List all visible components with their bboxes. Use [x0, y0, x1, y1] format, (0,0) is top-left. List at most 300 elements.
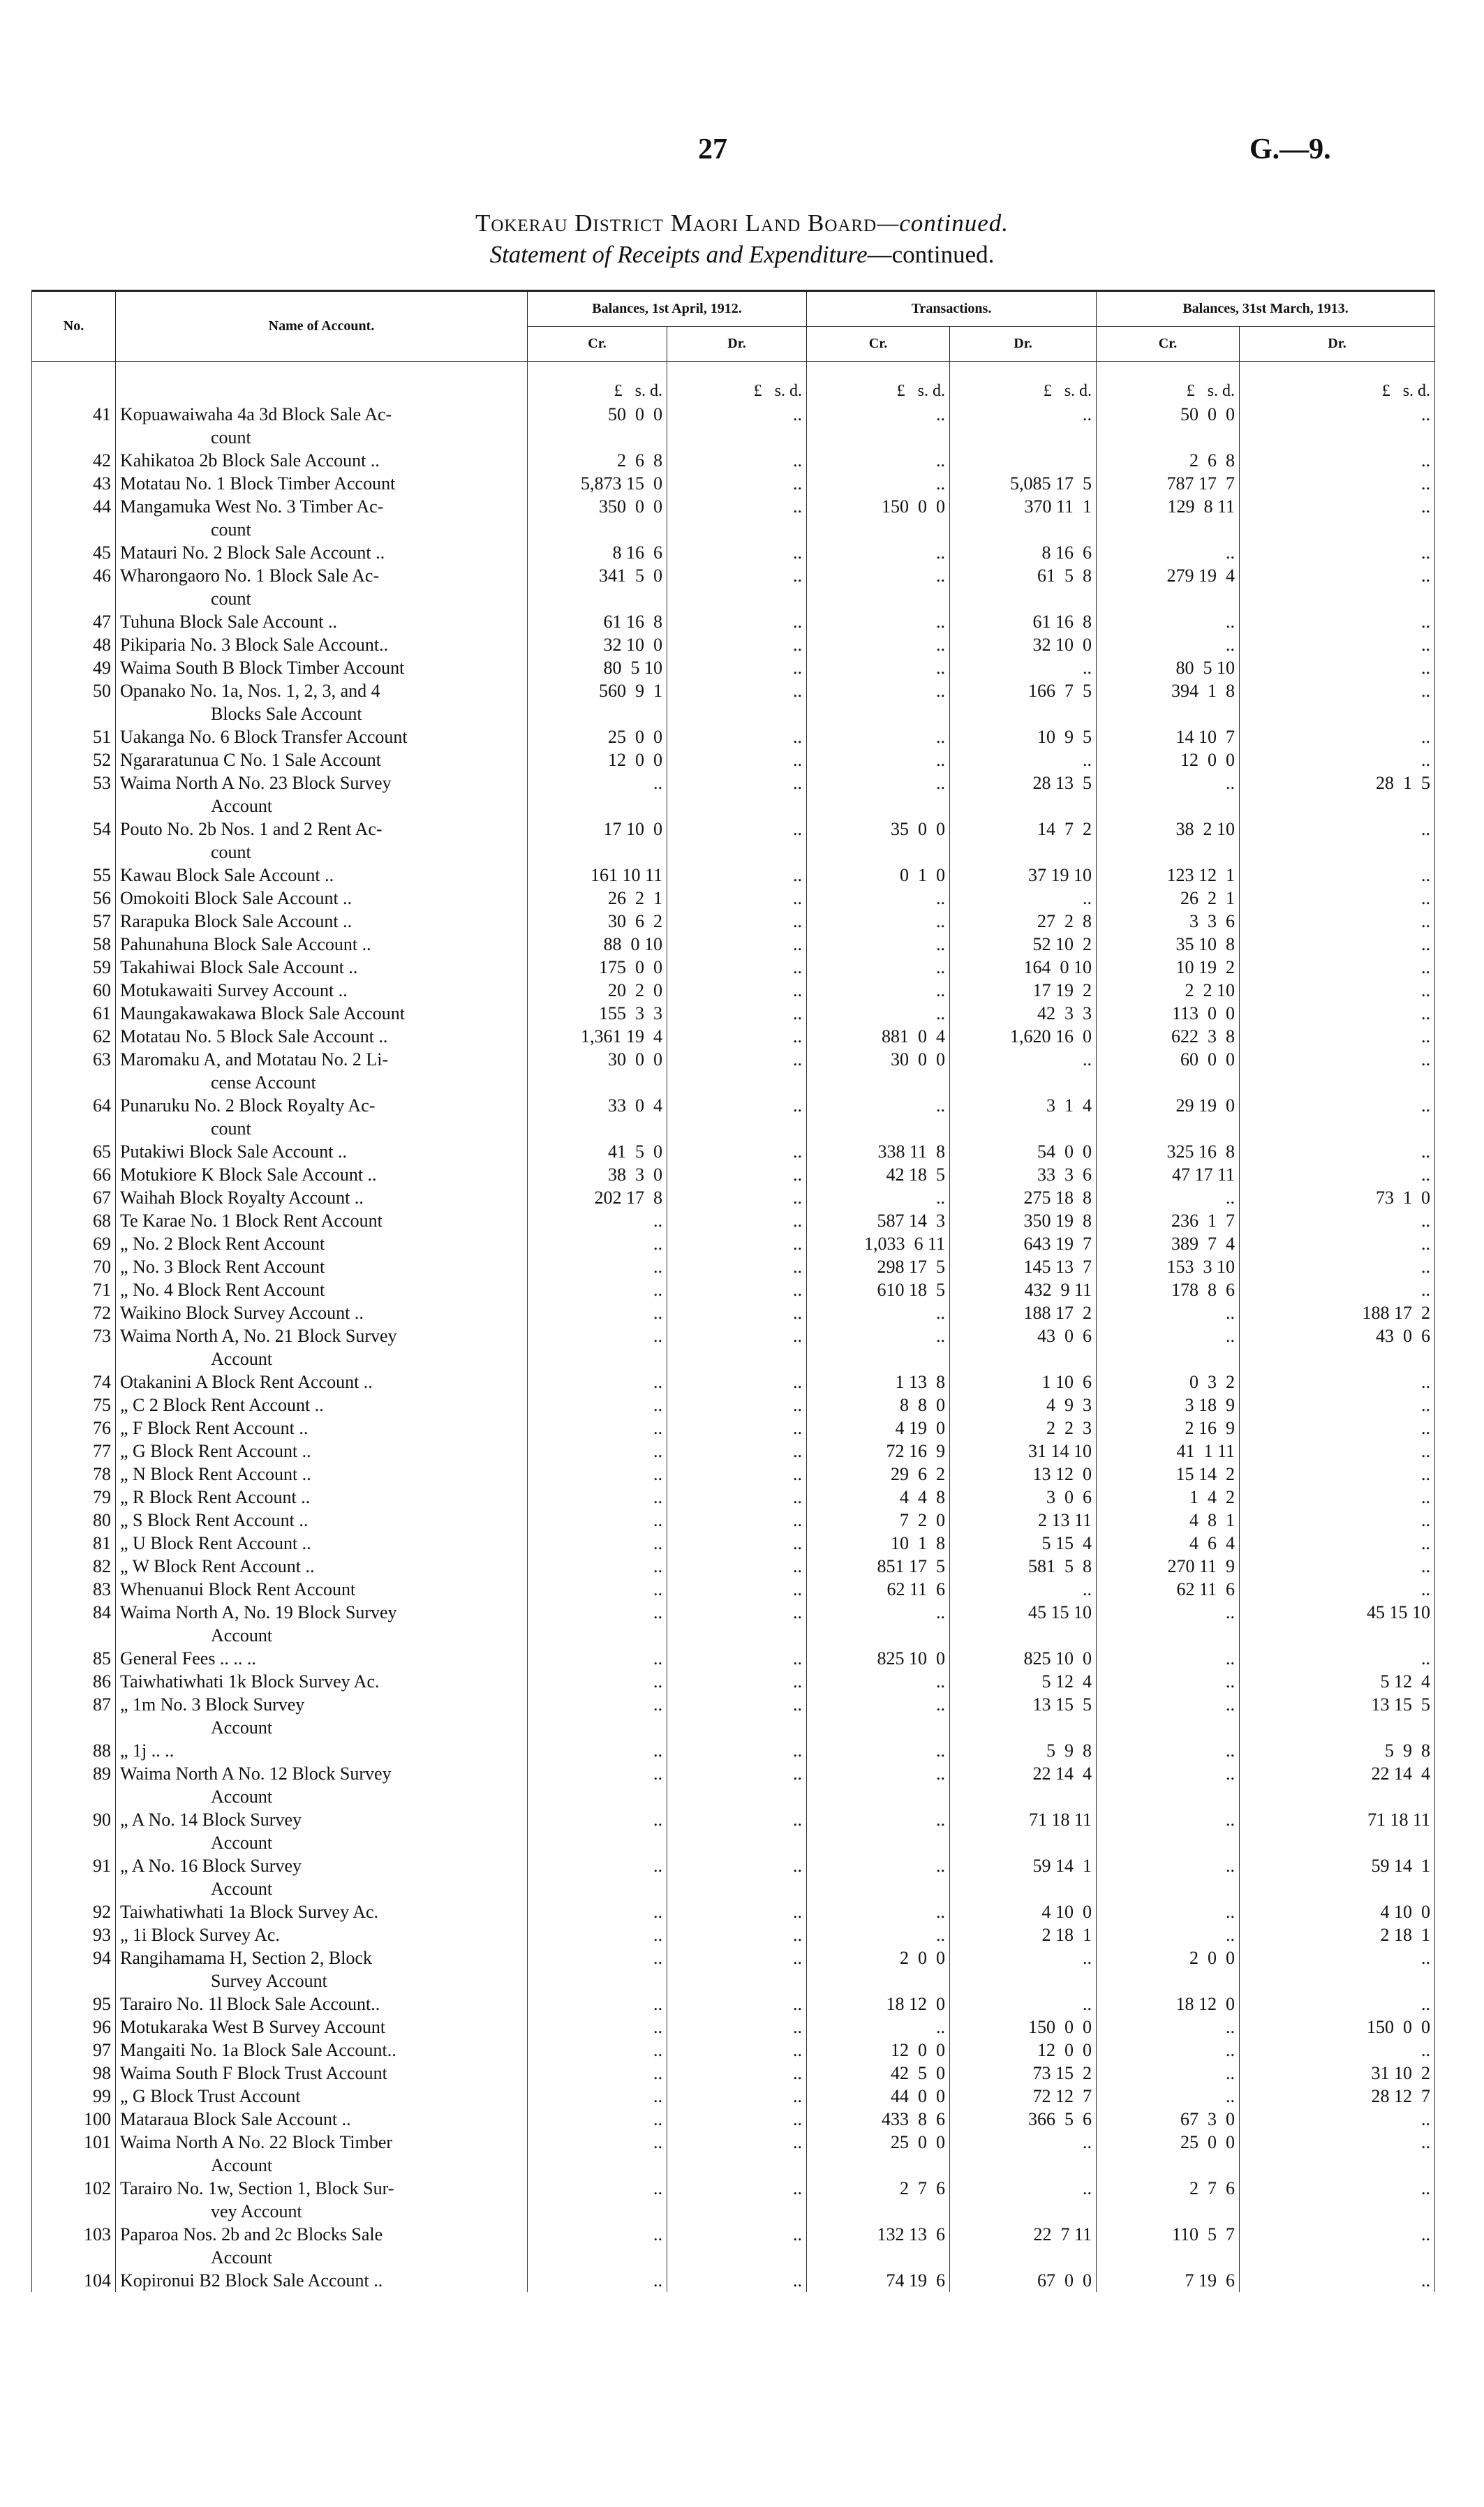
statement-table	[31, 290, 1435, 2292]
statement-body	[32, 362, 1435, 2293]
amount-cr-1: 1,361 19 4	[528, 1025, 667, 1048]
table-row	[32, 1370, 1435, 1393]
account-name	[116, 2177, 528, 2223]
amount-dr-2: 5,085 17 5	[950, 472, 1097, 495]
account-name	[116, 2223, 528, 2269]
amount-dr-1: ..	[667, 979, 807, 1002]
amount-dr-3: ..	[1240, 2269, 1435, 2292]
amount-cr-2: 74 19 6	[807, 2269, 950, 2292]
account-name-line: Waima South B Block Timber Account	[120, 658, 405, 678]
amount-cr-2: ..	[807, 1762, 950, 1808]
account-name	[116, 1509, 528, 1532]
amount-cr-2: 2 0 0	[807, 1946, 950, 1992]
amount-dr-2: 12 0 0	[950, 2039, 1097, 2062]
table-row	[32, 1440, 1435, 1463]
amount-dr-2: 17 19 2	[950, 979, 1097, 1002]
amount-dr-1: ..	[667, 1670, 807, 1693]
amount-cr-1: 161 10 11	[528, 864, 667, 887]
amount-dr-1: ..	[667, 1417, 807, 1440]
amount-dr-2: 33 3 6	[950, 1163, 1097, 1186]
account-number: 62	[32, 1025, 116, 1048]
amount-cr-1: 350 0 0	[528, 495, 667, 541]
amount-dr-3: ..	[1240, 864, 1435, 887]
table-row	[32, 1739, 1435, 1762]
account-name	[116, 1417, 528, 1440]
amount-dr-1: ..	[667, 1324, 807, 1370]
account-name	[116, 864, 528, 887]
amount-cr-1: ..	[528, 2016, 667, 2039]
amount-dr-1: ..	[667, 1025, 807, 1048]
units-blank	[116, 362, 528, 404]
amount-dr-1: ..	[667, 1002, 807, 1025]
account-name-line: Waihah Block Royalty Account ..	[120, 1188, 364, 1208]
amount-dr-3: 45 15 10	[1240, 1601, 1435, 1647]
account-number: 84	[32, 1601, 116, 1647]
amount-dr-2: ..	[950, 2177, 1097, 2223]
amount-dr-1: ..	[667, 2062, 807, 2085]
account-name-line: Omokoiti Block Sale Account ..	[120, 888, 353, 908]
amount-dr-1: ..	[667, 656, 807, 679]
amount-dr-3: ..	[1240, 1463, 1435, 1486]
table-row	[32, 818, 1435, 864]
amount-cr-1: ..	[528, 1854, 667, 1900]
statement-suffix: —continued.	[867, 241, 995, 268]
amount-cr-2: 42 5 0	[807, 2062, 950, 2085]
amount-cr-1: 175 0 0	[528, 956, 667, 979]
amount-dr-2: 43 0 6	[950, 1324, 1097, 1370]
account-name-continuation: Account	[211, 1833, 273, 1853]
amount-dr-1: ..	[667, 1393, 807, 1417]
account-number: 70	[32, 1255, 116, 1278]
amount-dr-2: 22 14 4	[950, 1762, 1097, 1808]
amount-dr-2: 432 9 11	[950, 1278, 1097, 1301]
amount-dr-3: 59 14 1	[1240, 1854, 1435, 1900]
amount-dr-1: ..	[667, 1509, 807, 1532]
account-name-line: „ A No. 14 Block Survey	[120, 1810, 302, 1830]
amount-cr-2: 8 8 0	[807, 1393, 950, 1417]
table-row	[32, 656, 1435, 679]
col-cr-1: Cr.	[528, 327, 667, 362]
amount-dr-3: 5 12 4	[1240, 1670, 1435, 1693]
col-dr-2: Dr.	[950, 327, 1097, 362]
account-name-line: „ C 2 Block Rent Account ..	[120, 1395, 324, 1415]
account-name-line: Opanako No. 1a, Nos. 1, 2, 3, and 4	[120, 681, 380, 701]
amount-dr-3: ..	[1240, 1025, 1435, 1048]
account-name-continuation: count	[211, 519, 251, 540]
account-name	[116, 748, 528, 771]
amount-dr-3: ..	[1240, 1440, 1435, 1463]
amount-cr-1: ..	[528, 2108, 667, 2131]
table-row	[32, 2062, 1435, 2085]
amount-dr-2: ..	[950, 1578, 1097, 1601]
account-name	[116, 1232, 528, 1255]
account-name	[116, 2085, 528, 2108]
account-name	[116, 1209, 528, 1232]
amount-cr-1: 560 9 1	[528, 679, 667, 725]
table-row	[32, 1417, 1435, 1440]
amount-cr-2: ..	[807, 472, 950, 495]
amount-cr-2: 4 19 0	[807, 1417, 950, 1440]
amount-cr-3: ..	[1097, 2016, 1240, 2039]
account-name-line: „ 1i Block Survey Ac.	[120, 1925, 280, 1945]
amount-dr-3: ..	[1240, 910, 1435, 933]
account-name	[116, 910, 528, 933]
amount-cr-1: ..	[528, 1601, 667, 1647]
table-row	[32, 495, 1435, 541]
amount-cr-1: ..	[528, 1324, 667, 1370]
account-number: 63	[32, 1048, 116, 1094]
amount-dr-1: ..	[667, 771, 807, 818]
account-name-line: Kopironui B2 Block Sale Account ..	[120, 2270, 383, 2291]
amount-cr-1: ..	[528, 2039, 667, 2062]
account-name	[116, 956, 528, 979]
amount-dr-3: ..	[1240, 1417, 1435, 1440]
amount-dr-3: ..	[1240, 2039, 1435, 2062]
account-name-line: Whenuanui Block Rent Account	[120, 1579, 356, 1599]
amount-cr-2: 0 1 0	[807, 864, 950, 887]
account-name-line: „ 1j .. ..	[120, 1740, 175, 1761]
account-number: 41	[32, 403, 116, 449]
amount-dr-2: 52 10 2	[950, 933, 1097, 956]
amount-dr-1: ..	[667, 2131, 807, 2177]
amount-cr-2: ..	[807, 679, 950, 725]
amount-cr-2: ..	[807, 1900, 950, 1923]
amount-dr-1: ..	[667, 495, 807, 541]
amount-dr-1: ..	[667, 1555, 807, 1578]
table-row	[32, 403, 1435, 449]
account-name-line: Waima North A No. 12 Block Survey	[120, 1763, 392, 1784]
amount-dr-2: 61 5 8	[950, 564, 1097, 610]
amount-dr-2: 2 13 11	[950, 1509, 1097, 1532]
amount-dr-1: ..	[667, 1209, 807, 1232]
col-group-balances-1913: Balances, 31st March, 1913.	[1097, 291, 1435, 327]
col-name-header: Name of Account.	[116, 291, 528, 362]
table-row	[32, 1854, 1435, 1900]
amount-dr-3: ..	[1240, 2223, 1435, 2269]
amount-cr-3: 279 19 4	[1097, 564, 1240, 610]
amount-cr-2: 7 2 0	[807, 1509, 950, 1532]
amount-dr-2: 164 0 10	[950, 956, 1097, 979]
account-number: 56	[32, 887, 116, 910]
account-name	[116, 1486, 528, 1509]
amount-cr-2: 35 0 0	[807, 818, 950, 864]
amount-cr-2: ..	[807, 1739, 950, 1762]
table-row	[32, 2269, 1435, 2292]
account-number: 90	[32, 1808, 116, 1854]
account-name-continuation: count	[211, 842, 251, 862]
amount-dr-3: ..	[1240, 1486, 1435, 1509]
amount-cr-2: ..	[807, 656, 950, 679]
amount-dr-2: 5 12 4	[950, 1670, 1097, 1693]
account-number: 47	[32, 610, 116, 633]
account-name	[116, 1370, 528, 1393]
amount-cr-3: 25 0 0	[1097, 2131, 1240, 2177]
table-row	[32, 771, 1435, 818]
amount-cr-3: ..	[1097, 1900, 1240, 1923]
amount-cr-1: ..	[528, 1946, 667, 1992]
amount-cr-1: ..	[528, 1578, 667, 1601]
amount-cr-3: ..	[1097, 1301, 1240, 1324]
amount-cr-2: ..	[807, 725, 950, 748]
account-name	[116, 1393, 528, 1417]
amount-dr-2: 5 9 8	[950, 1739, 1097, 1762]
account-name	[116, 818, 528, 864]
account-number: 98	[32, 2062, 116, 2085]
amount-cr-1: ..	[528, 1370, 667, 1393]
account-name-continuation: Account	[211, 1787, 273, 1807]
amount-dr-1: ..	[667, 403, 807, 449]
amount-dr-1: ..	[667, 1094, 807, 1140]
amount-cr-2: 29 6 2	[807, 1463, 950, 1486]
account-name	[116, 1002, 528, 1025]
account-number: 45	[32, 541, 116, 564]
account-name-continuation: Account	[211, 1717, 273, 1738]
amount-dr-1: ..	[667, 725, 807, 748]
account-number: 97	[32, 2039, 116, 2062]
units-dr-2: £ s. d.	[950, 362, 1097, 404]
account-number: 83	[32, 1578, 116, 1601]
amount-dr-1: ..	[667, 748, 807, 771]
amount-cr-3: 153 3 10	[1097, 1255, 1240, 1278]
account-name-line: Tarairo No. 1w, Section 1, Block Sur-	[120, 2178, 394, 2198]
amount-dr-1: ..	[667, 887, 807, 910]
table-row	[32, 910, 1435, 933]
account-name-line: Maromaku A, and Motatau No. 2 Li-	[120, 1049, 389, 1070]
amount-cr-3: 41 1 11	[1097, 1440, 1240, 1463]
amount-cr-1: 155 3 3	[528, 1002, 667, 1025]
amount-dr-1: ..	[667, 2039, 807, 2062]
account-name-line: „ No. 4 Block Rent Account	[120, 1280, 325, 1300]
account-number: 67	[32, 1186, 116, 1209]
account-name	[116, 1532, 528, 1555]
amount-dr-2: 2 18 1	[950, 1923, 1097, 1946]
table-row	[32, 956, 1435, 979]
amount-cr-3: 394 1 8	[1097, 679, 1240, 725]
account-number: 75	[32, 1393, 116, 1417]
amount-dr-2: 10 9 5	[950, 725, 1097, 748]
amount-dr-3: 28 12 7	[1240, 2085, 1435, 2108]
amount-cr-3: ..	[1097, 1739, 1240, 1762]
account-name	[116, 1946, 528, 1992]
account-number: 92	[32, 1900, 116, 1923]
amount-dr-2: 825 10 0	[950, 1647, 1097, 1670]
board-title-suffix: —continued.	[877, 209, 1009, 237]
amount-cr-3: 80 5 10	[1097, 656, 1240, 679]
account-name-line: Pouto No. 2b Nos. 1 and 2 Rent Ac-	[120, 819, 383, 839]
amount-cr-3: ..	[1097, 1324, 1240, 1370]
amount-cr-3: 26 2 1	[1097, 887, 1240, 910]
account-number: 46	[32, 564, 116, 610]
amount-cr-1: ..	[528, 1301, 667, 1324]
amount-cr-1: ..	[528, 1923, 667, 1946]
account-name-continuation: vey Account	[211, 2201, 302, 2221]
col-group-transactions: Transactions.	[807, 291, 1097, 327]
amount-cr-1: 88 0 10	[528, 933, 667, 956]
amount-dr-1: ..	[667, 1693, 807, 1739]
amount-cr-3: ..	[1097, 1854, 1240, 1900]
amount-dr-3: ..	[1240, 1094, 1435, 1140]
amount-dr-2: 54 0 0	[950, 1140, 1097, 1163]
account-name-continuation: count	[211, 1118, 251, 1139]
amount-cr-3: 129 8 11	[1097, 495, 1240, 541]
amount-cr-3: 270 11 9	[1097, 1555, 1240, 1578]
amount-dr-1: ..	[667, 564, 807, 610]
amount-cr-1: ..	[528, 1463, 667, 1486]
account-number: 54	[32, 818, 116, 864]
account-name-line: Waima North A No. 22 Block Timber	[120, 2132, 393, 2152]
account-name-line: Kopuawaiwaha 4a 3d Block Sale Ac-	[120, 404, 392, 424]
account-number: 76	[32, 1417, 116, 1440]
amount-dr-1: ..	[667, 1370, 807, 1393]
account-number: 44	[32, 495, 116, 541]
account-name-line: Maungakawakawa Block Sale Account	[120, 1003, 405, 1023]
amount-dr-3: ..	[1240, 1232, 1435, 1255]
table-row	[32, 472, 1435, 495]
amount-cr-2: ..	[807, 1693, 950, 1739]
units-dr-1: £ s. d.	[667, 362, 807, 404]
amount-cr-3: 2 6 8	[1097, 449, 1240, 472]
table-row	[32, 864, 1435, 887]
amount-dr-3: ..	[1240, 1278, 1435, 1301]
amount-dr-1: ..	[667, 1900, 807, 1923]
amount-cr-2: ..	[807, 979, 950, 1002]
account-name	[116, 679, 528, 725]
amount-cr-3: 60 0 0	[1097, 1048, 1240, 1094]
amount-cr-2: ..	[807, 633, 950, 656]
account-number: 58	[32, 933, 116, 956]
account-name	[116, 1854, 528, 1900]
table-row	[32, 1900, 1435, 1923]
table-row	[32, 1923, 1435, 1946]
amount-dr-1: ..	[667, 2085, 807, 2108]
account-name-continuation: Account	[211, 1349, 273, 1369]
account-name-line: Tuhuna Block Sale Account ..	[120, 612, 338, 632]
amount-dr-1: ..	[667, 1255, 807, 1278]
amount-cr-3: 50 0 0	[1097, 403, 1240, 449]
amount-cr-1: ..	[528, 2131, 667, 2177]
units-cr-2: £ s. d.	[807, 362, 950, 404]
amount-cr-3: 123 12 1	[1097, 864, 1240, 887]
table-row	[32, 887, 1435, 910]
amount-dr-3: ..	[1240, 1946, 1435, 1992]
table-row	[32, 1463, 1435, 1486]
account-number: 80	[32, 1509, 116, 1532]
amount-cr-2: 1 13 8	[807, 1370, 950, 1393]
table-row	[32, 610, 1435, 633]
account-name	[116, 887, 528, 910]
amount-dr-1: ..	[667, 1923, 807, 1946]
amount-dr-3: ..	[1240, 541, 1435, 564]
amount-dr-2: ..	[950, 403, 1097, 449]
amount-dr-1: ..	[667, 1048, 807, 1094]
col-no-header: No.	[32, 291, 116, 362]
account-name-line: Taiwhatiwhati 1k Block Survey Ac.	[120, 1671, 380, 1692]
amount-cr-2: 42 18 5	[807, 1163, 950, 1186]
amount-cr-1: ..	[528, 2269, 667, 2292]
amount-dr-1: ..	[667, 1808, 807, 1854]
amount-cr-2: 825 10 0	[807, 1647, 950, 1670]
amount-cr-2: ..	[807, 2016, 950, 2039]
amount-cr-2: 132 13 6	[807, 2223, 950, 2269]
amount-cr-2: ..	[807, 771, 950, 818]
account-name-line: Te Karae No. 1 Block Rent Account	[120, 1211, 383, 1231]
table-row	[32, 1186, 1435, 1209]
account-number: 52	[32, 748, 116, 771]
amount-dr-3: ..	[1240, 679, 1435, 725]
board-name: Tokerau District Maori Land Board	[475, 209, 877, 237]
amount-cr-2: 62 11 6	[807, 1578, 950, 1601]
amount-cr-2: ..	[807, 910, 950, 933]
table-row	[32, 1163, 1435, 1186]
account-name-line: Mangaiti No. 1a Block Sale Account..	[120, 2040, 396, 2060]
account-name	[116, 1440, 528, 1463]
amount-cr-2: ..	[807, 449, 950, 472]
table-row	[32, 1992, 1435, 2016]
amount-cr-1: 2 6 8	[528, 449, 667, 472]
amount-cr-1: ..	[528, 1486, 667, 1509]
account-name	[116, 1140, 528, 1163]
account-name-continuation: Survey Account	[211, 1971, 327, 1991]
amount-dr-3: ..	[1240, 564, 1435, 610]
amount-cr-2: 72 16 9	[807, 1440, 950, 1463]
amount-cr-2: ..	[807, 403, 950, 449]
units-blank	[32, 362, 116, 404]
account-name	[116, 771, 528, 818]
account-name-line: General Fees .. .. ..	[120, 1648, 256, 1669]
account-name	[116, 403, 528, 449]
amount-dr-1: ..	[667, 1278, 807, 1301]
table-row	[32, 1486, 1435, 1509]
amount-cr-3: 47 17 11	[1097, 1163, 1240, 1186]
amount-cr-3: 113 0 0	[1097, 1002, 1240, 1025]
amount-dr-3: ..	[1240, 887, 1435, 910]
document-reference: G.—9.	[1249, 133, 1331, 165]
account-name-line: Pikiparia No. 3 Block Sale Account..	[120, 635, 389, 655]
table-row	[32, 725, 1435, 748]
table-row	[32, 1509, 1435, 1532]
amount-cr-3: 7 19 6	[1097, 2269, 1240, 2292]
account-name-line: Rarapuka Block Sale Account ..	[120, 911, 353, 931]
amount-dr-3: ..	[1240, 933, 1435, 956]
amount-cr-1: 17 10 0	[528, 818, 667, 864]
amount-dr-3: 43 0 6	[1240, 1324, 1435, 1370]
amount-dr-3: ..	[1240, 495, 1435, 541]
account-name	[116, 1163, 528, 1186]
account-name	[116, 656, 528, 679]
account-name-line: Matauri No. 2 Block Sale Account ..	[120, 542, 385, 563]
account-name-line: „ G Block Trust Account	[120, 2086, 301, 2106]
account-name-line: „ S Block Rent Account ..	[120, 1510, 309, 1530]
amount-cr-3: 389 7 4	[1097, 1232, 1240, 1255]
account-number: 69	[32, 1232, 116, 1255]
amount-cr-1: ..	[528, 1762, 667, 1808]
amount-cr-2: 44 0 0	[807, 2085, 950, 2108]
table-row	[32, 1601, 1435, 1647]
amount-dr-3: ..	[1240, 1140, 1435, 1163]
amount-dr-3: ..	[1240, 979, 1435, 1002]
col-cr-3: Cr.	[1097, 327, 1240, 362]
amount-dr-3: ..	[1240, 449, 1435, 472]
amount-dr-2: 366 5 6	[950, 2108, 1097, 2131]
amount-cr-2: ..	[807, 933, 950, 956]
account-name-line: „ No. 2 Block Rent Account	[120, 1234, 325, 1254]
amount-cr-3: 38 2 10	[1097, 818, 1240, 864]
account-number: 72	[32, 1301, 116, 1324]
amount-dr-1: ..	[667, 933, 807, 956]
units-dr-3: £ s. d.	[1240, 362, 1435, 404]
amount-dr-2: 4 10 0	[950, 1900, 1097, 1923]
amount-cr-3: 62 11 6	[1097, 1578, 1240, 1601]
